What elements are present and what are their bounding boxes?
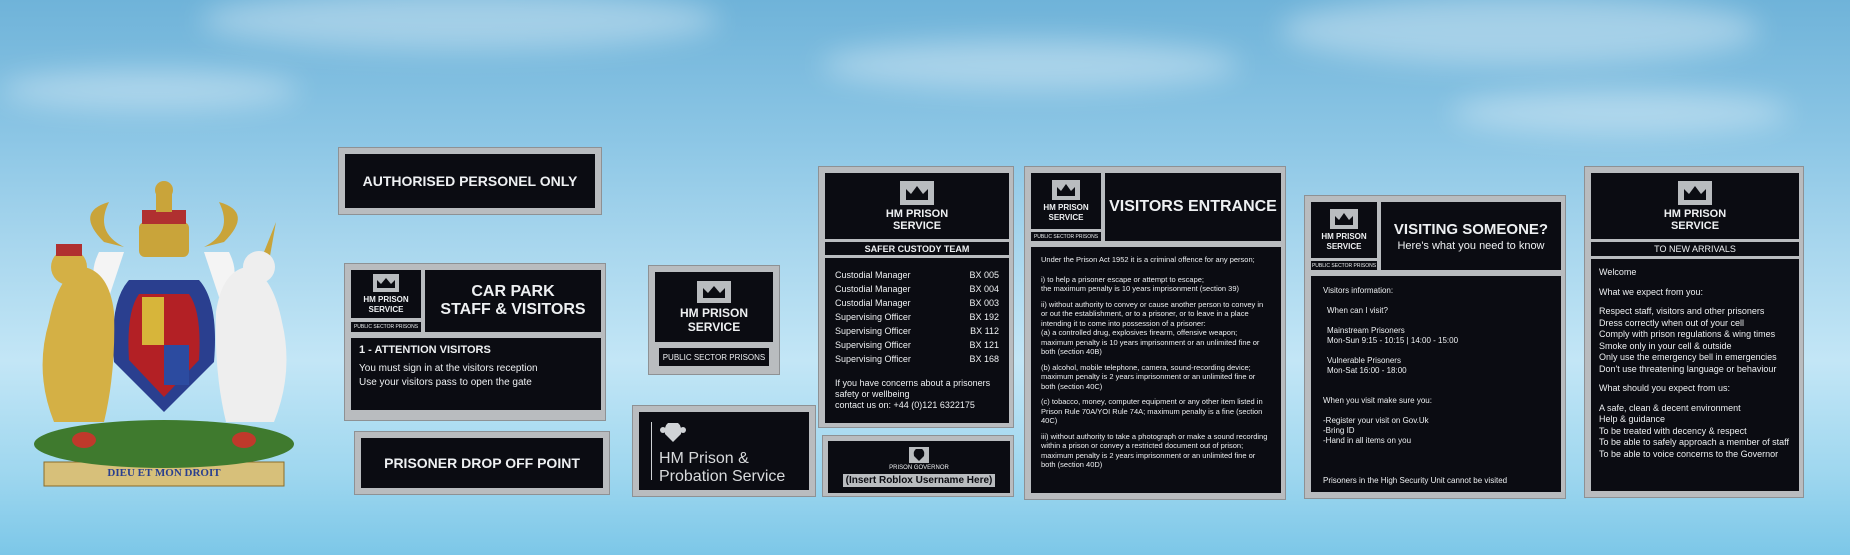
- arrivals-title-bar: [1591, 242, 1799, 256]
- arrivals-org-line1: HM PRISON: [1663, 207, 1727, 220]
- visiting-org-block: [1311, 202, 1377, 258]
- custody-team-bar: [825, 242, 1009, 255]
- arrivals-line: Respect staff, visitors and other prisoners: [1599, 306, 1765, 316]
- entrance-title: VISITORS ENTRANCE: [1109, 198, 1277, 215]
- custody-concern-line3: contact us on: +44 (0)121 6322175: [835, 400, 975, 410]
- hmpps-line2: Probation Service: [659, 468, 786, 485]
- visiting-line: [1323, 446, 1549, 456]
- entrance-org-sub: [1031, 232, 1101, 241]
- arrivals-line: Don't use threatening language or behaviour: [1599, 363, 1777, 374]
- entrance-paragraph: (c) tobacco, money, computer equipment or any other item listed in Prison Rule 70A/YOI Rule 74A; maximum penalty is a fine (section 40C): [1041, 397, 1263, 425]
- visiting-line: -Bring ID: [1323, 426, 1355, 435]
- arrivals-line: [1599, 298, 1791, 306]
- arrivals-line: To be able to safely approach a member of staff: [1599, 437, 1789, 447]
- royal-coat-of-arms: [14, 172, 314, 490]
- visiting-org-line1: HM PRISON: [1321, 231, 1367, 241]
- hm-prison-service-sign: [648, 265, 780, 375]
- arrivals-line: [1599, 395, 1791, 403]
- custody-code: BX 112: [970, 326, 999, 336]
- arrivals-body: [1591, 259, 1799, 491]
- entrance-org-sub-text: PUBLIC SECTOR PRISONS: [1033, 233, 1099, 240]
- notice-title: 1 - ATTENTION VISITORS: [359, 344, 491, 356]
- entrance-paragraph: ii) without authority to convey or cause another person to convey in or out the establishment, or to a prisoner, or to leave in a place intending it to come into possession of a prisoner: (a) a controlled drug, explosives firearm, offensive weapon; maximum penalty is 10 years imprisonment or an unlimited fine or both (section 40B): [1041, 299, 1264, 356]
- custody-row: [835, 296, 999, 310]
- visiting-line: [1323, 346, 1549, 356]
- arrivals-line: Help & guidance: [1599, 414, 1666, 424]
- visiting-line: Prisoners in the High Security Unit cannot be visited: [1323, 476, 1508, 485]
- hmps-small-sub-text: PUBLIC SECTOR PRISONS: [662, 352, 766, 362]
- arrivals-line: To be treated with decency & respect: [1599, 425, 1747, 436]
- cloud: [0, 70, 300, 110]
- arrivals-line: [1599, 375, 1791, 383]
- hmpps-sign: [632, 405, 816, 497]
- authorised-title: AUTHORISED PERSONEL ONLY: [362, 173, 578, 189]
- custody-org-block: [825, 173, 1009, 239]
- org-line1: HM PRISON: [363, 294, 409, 304]
- governor-panel: [828, 441, 1010, 493]
- visiting-line: Vulnerable Prisoners: [1327, 356, 1401, 365]
- org-sub-text: PUBLIC SECTOR PRISONS: [353, 324, 419, 330]
- custody-row: [835, 268, 999, 282]
- custody-role: Supervising Officer: [835, 326, 911, 336]
- visiting-org-line2: SERVICE: [1326, 241, 1362, 251]
- arrivals-line: Comply with prison regulations & wing times: [1599, 329, 1776, 339]
- arrivals-title: TO NEW ARRIVALS: [1654, 244, 1736, 254]
- cloud: [200, 0, 720, 50]
- entrance-paragraph: i) to help a prisoner escape or attempt to escape; the maximum penalty is 10 years imprisonment (section 39): [1041, 274, 1239, 293]
- entrance-org-line2: SERVICE: [1048, 212, 1084, 222]
- visitors-entrance-sign: [1024, 166, 1286, 500]
- entrance-paragraph: Under the Prison Act 1952 it is a criminal offence for any person;: [1041, 255, 1255, 264]
- visiting-line: [1323, 316, 1549, 326]
- drop-off-panel: [361, 438, 603, 488]
- visiting-body: [1311, 276, 1561, 492]
- cloud: [1280, 0, 1760, 65]
- royal-arms-icon: [909, 447, 929, 463]
- custody-code: BX 121: [969, 340, 999, 350]
- visiting-title-block: [1381, 202, 1561, 270]
- drop-off-title: PRISONER DROP OFF POINT: [384, 455, 580, 471]
- custody-row: [835, 338, 999, 352]
- entrance-org-block: [1031, 173, 1101, 229]
- visiting-line: Visitors information:: [1323, 286, 1394, 295]
- visiting-line: Mon-Sat 16:00 - 18:00: [1327, 366, 1407, 375]
- visiting-line: Mainstream Prisoners: [1327, 326, 1405, 335]
- visiting-line: Mon-Sun 9:15 - 10:15 | 14:00 - 15:00: [1327, 336, 1459, 345]
- custody-concern-line2: safety or wellbeing: [835, 389, 910, 399]
- cloud: [1450, 90, 1790, 135]
- crown-icon: [1052, 180, 1080, 200]
- entrance-paragraph: iii) without authority to take a photograph or make a sound recording within a prison or convey a restricted document out of prison; maximum penalty is 2 years imprisonment or an unlimited fine or both (section 40D): [1041, 431, 1268, 469]
- custody-row: [835, 310, 999, 324]
- custody-org-line2: SERVICE: [892, 219, 942, 232]
- authorised-personnel-sign: [338, 147, 602, 215]
- arrivals-line: What we expect from you:: [1599, 286, 1704, 297]
- custody-role: Supervising Officer: [835, 312, 911, 322]
- custody-row: [835, 352, 999, 366]
- visiting-line: -Register your visit on Gov.Uk: [1323, 416, 1429, 425]
- arrivals-line: Welcome: [1599, 267, 1637, 277]
- entrance-body: [1031, 247, 1281, 493]
- custody-code: BX 168: [969, 354, 999, 364]
- custody-code: BX 192: [969, 312, 999, 322]
- notice-line2: Use your visitors pass to open the gate: [359, 377, 532, 388]
- motto-text: DIEU ET MON DROIT: [107, 467, 221, 479]
- visiting-org-sub-text: PUBLIC SECTOR PRISONS: [1311, 262, 1377, 269]
- custody-code: BX 005: [969, 270, 999, 280]
- crown-icon: [373, 274, 399, 292]
- hmps-small-line2: SERVICE: [687, 319, 741, 334]
- notice-line1: You must sign in at the visitors reception: [359, 363, 538, 374]
- visiting-line: -Hand in all items on you: [1323, 436, 1412, 445]
- custody-concern-line1: If you have concerns about a prisoners: [835, 378, 991, 388]
- custody-code: BX 003: [969, 298, 999, 308]
- visiting-line: [1323, 466, 1549, 476]
- visiting-line: [1323, 406, 1549, 416]
- governor-name: (Insert Roblox Username Here): [843, 474, 996, 487]
- hmps-small-sub: [659, 348, 769, 366]
- arrivals-line: To be able to voice concerns to the Governor: [1599, 448, 1779, 459]
- cloud: [820, 40, 1240, 90]
- royal-arms-icon: [659, 420, 687, 444]
- custody-role: Supervising Officer: [835, 354, 911, 364]
- arrivals-line: Dress correctly when out of your cell: [1599, 317, 1745, 328]
- car-park-title-line2: STAFF & VISITORS: [440, 301, 586, 318]
- custody-code: BX 004: [969, 284, 999, 294]
- custody-row: [835, 324, 999, 338]
- arrivals-line: A safe, clean & decent environment: [1599, 402, 1741, 413]
- custody-row: [835, 282, 999, 296]
- governor-title: PRISON GOVERNOR: [889, 465, 949, 471]
- arrivals-org-block: [1591, 173, 1799, 239]
- visiting-org-sub: [1311, 261, 1377, 270]
- hmps-small-panel: [655, 272, 773, 342]
- visiting-line: When you visit make sure you:: [1323, 396, 1432, 405]
- visiting-someone-sign: [1304, 195, 1566, 499]
- org-line2: SERVICE: [368, 304, 404, 314]
- visiting-subtitle: Here's what you need to know: [1397, 239, 1545, 252]
- entrance-paragraph: (b) alcohol, mobile telephone, camera, sound-recording device; maximum penalty is 2 years imprisonment or an unlimited fine or both (section 40C): [1041, 362, 1256, 391]
- car-park-org-block: [351, 270, 421, 318]
- visiting-line: [1323, 296, 1549, 306]
- governor-sign: [822, 435, 1014, 497]
- arrivals-line: What should you expect from us:: [1599, 383, 1731, 393]
- custody-body: [825, 258, 1009, 423]
- hmpps-panel: [639, 412, 809, 490]
- crown-icon: [1678, 181, 1712, 205]
- authorised-panel: [345, 154, 595, 208]
- crown-icon: [900, 181, 934, 205]
- arrivals-line: Only use the emergency bell in emergencies: [1599, 352, 1777, 362]
- motto-banner: [64, 467, 264, 483]
- safer-custody-sign: [818, 166, 1014, 428]
- drop-off-sign: [354, 431, 610, 495]
- entrance-org-line1: HM PRISON: [1043, 202, 1089, 212]
- arrivals-org-line2: SERVICE: [1670, 219, 1720, 232]
- custody-role: Supervising Officer: [835, 340, 911, 350]
- visiting-line: [1323, 456, 1549, 466]
- hmpps-divider: [651, 422, 652, 480]
- new-arrivals-sign: [1584, 166, 1804, 498]
- custody-role: Custodial Manager: [835, 298, 911, 308]
- car-park-title-line1: CAR PARK: [471, 283, 555, 300]
- car-park-title-block: [425, 270, 601, 332]
- entrance-title-block: [1105, 173, 1281, 241]
- car-park-org-sub: [351, 322, 421, 332]
- visiting-line: [1323, 376, 1549, 386]
- custody-role: Custodial Manager: [835, 270, 911, 280]
- hmpps-line1: HM Prison &: [659, 450, 749, 467]
- custody-role: Custodial Manager: [835, 284, 911, 294]
- visiting-line: When can I visit?: [1327, 306, 1388, 315]
- arrivals-line: Smoke only in your cell & outside: [1599, 340, 1732, 351]
- visiting-line: [1323, 386, 1549, 396]
- custody-team-label: SAFER CUSTODY TEAM: [864, 243, 970, 254]
- custody-org-line1: HM PRISON: [885, 207, 949, 220]
- car-park-notice: [351, 338, 601, 410]
- car-park-sign: [344, 263, 606, 421]
- visiting-title: VISITING SOMEONE?: [1393, 220, 1549, 238]
- hmps-small-line1: HM PRISON: [679, 305, 748, 320]
- arrivals-line: [1599, 279, 1791, 287]
- crown-icon: [697, 281, 731, 303]
- crown-icon: [1330, 209, 1358, 229]
